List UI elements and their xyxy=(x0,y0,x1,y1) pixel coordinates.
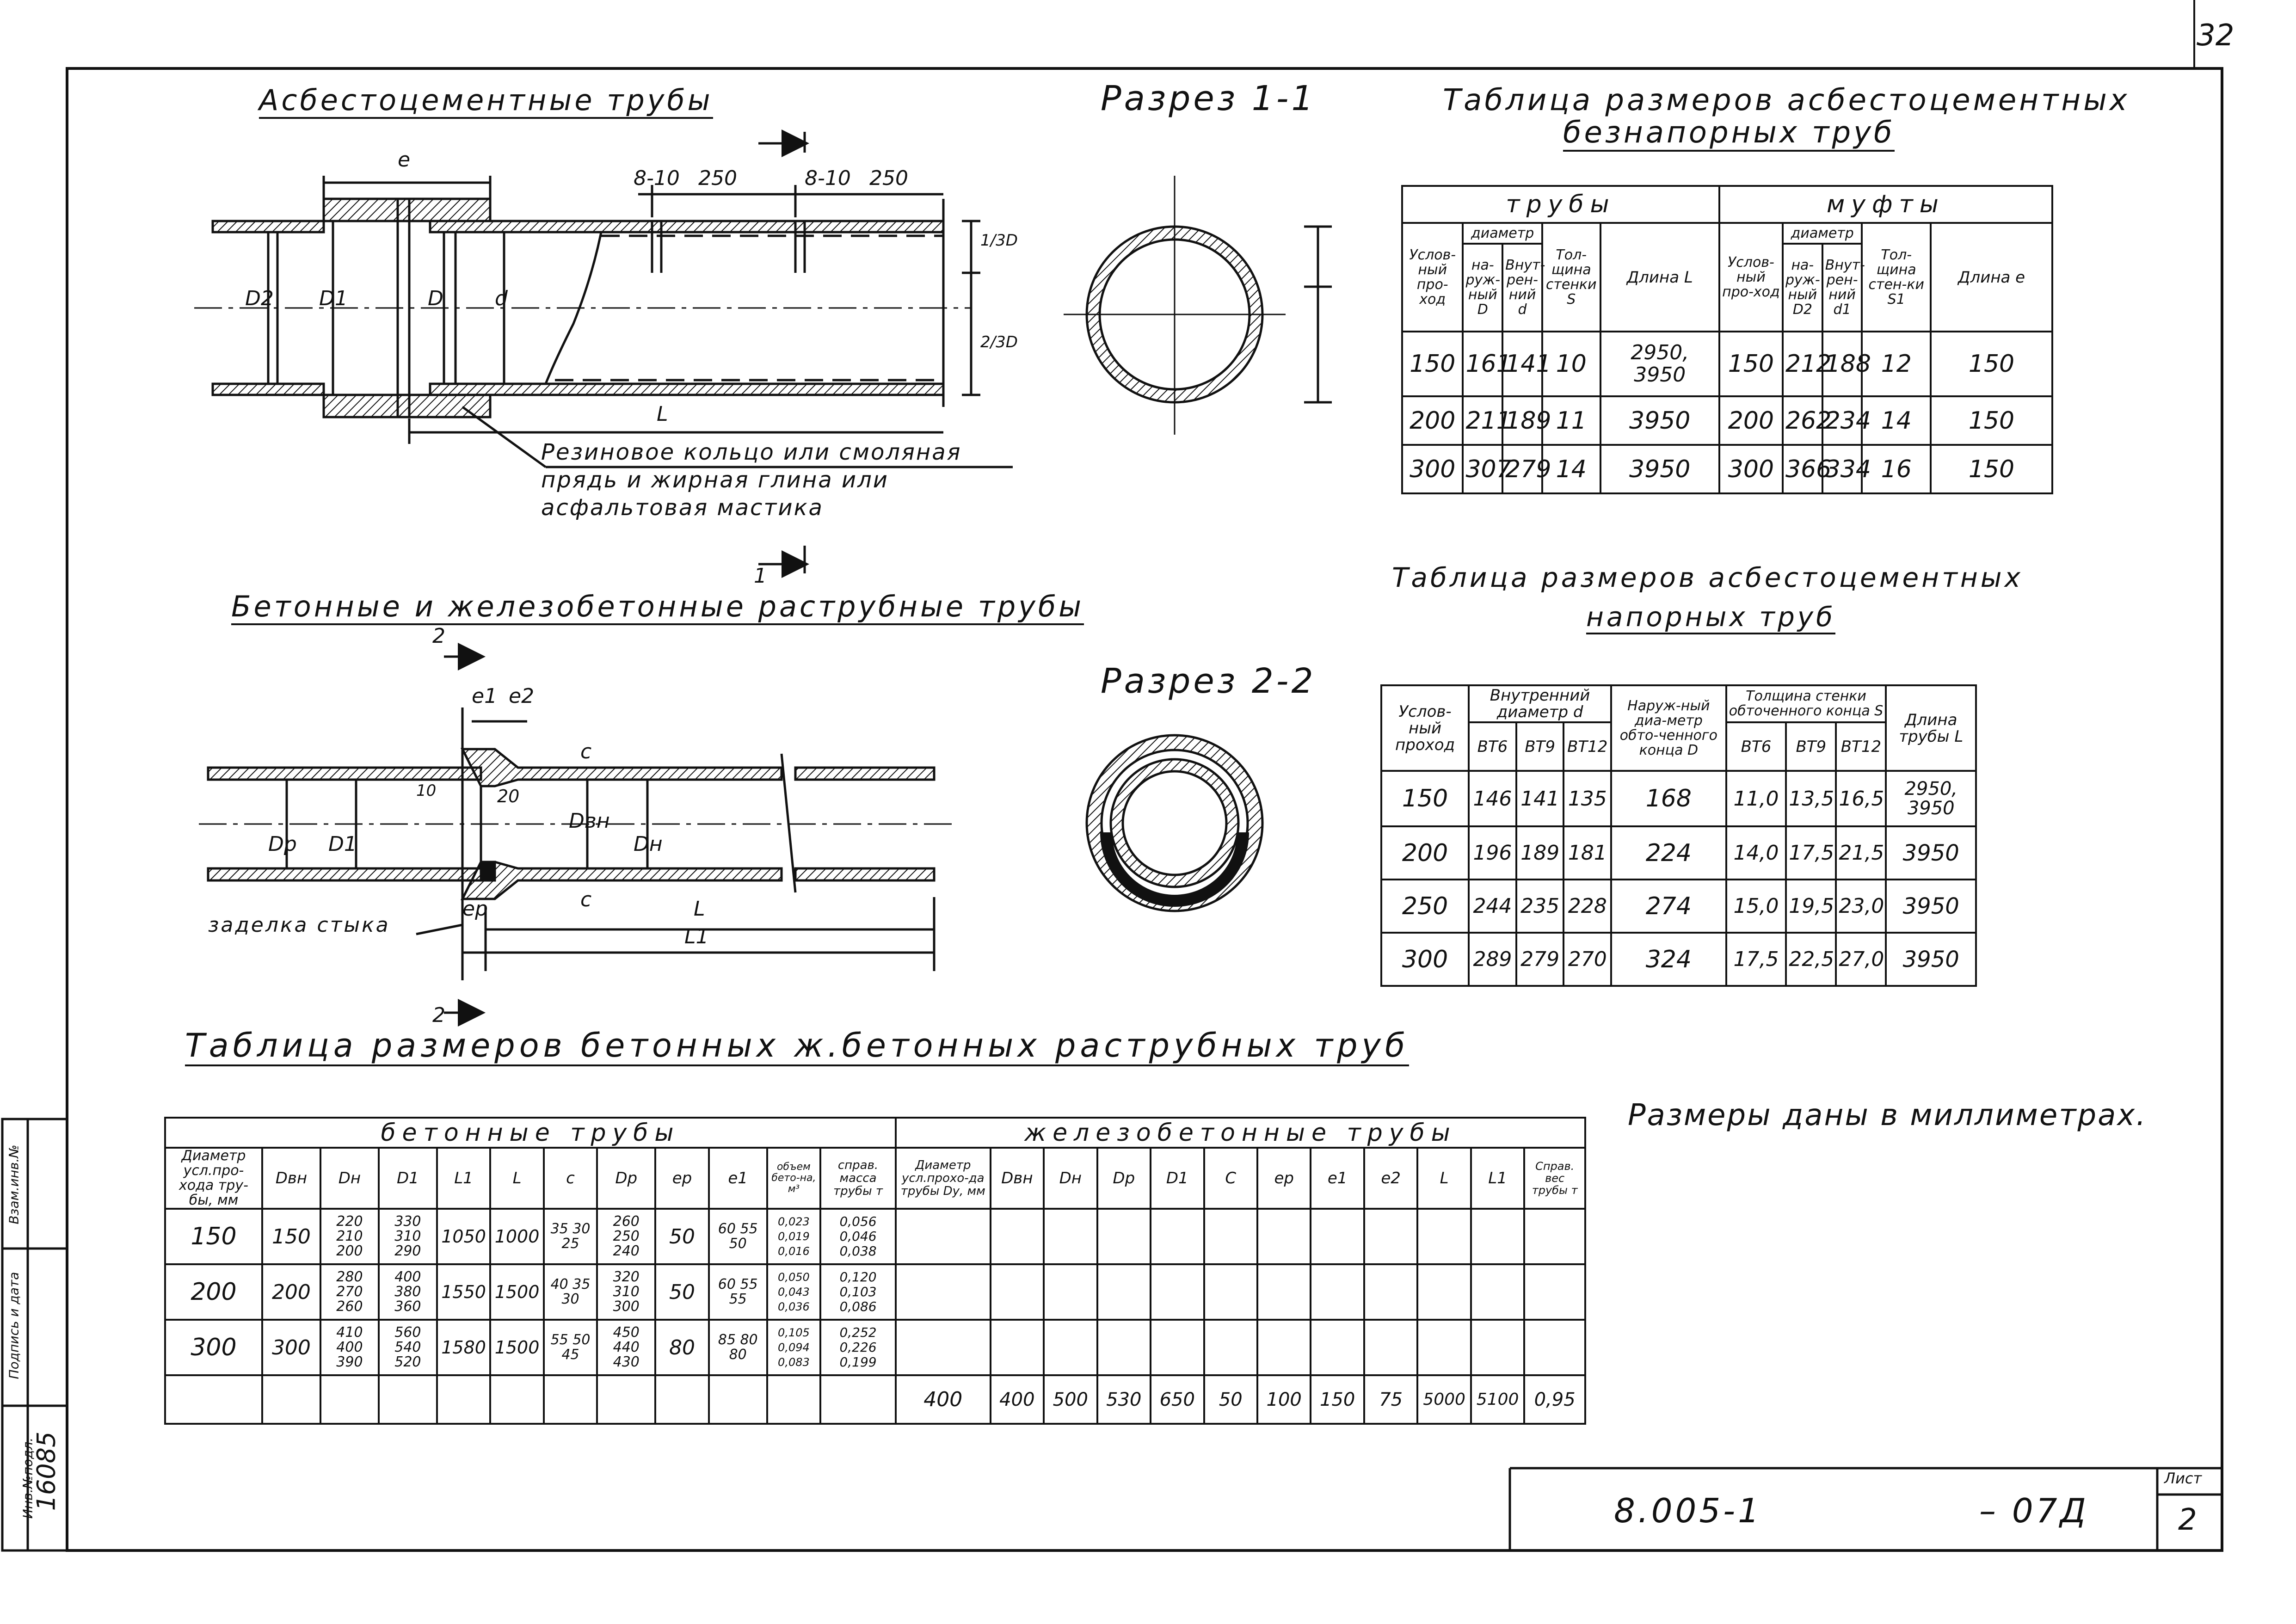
cell: 40 35 30 xyxy=(544,1264,597,1320)
cell: 244 xyxy=(1469,880,1516,933)
asbestos-drawing-title: Асбестоцементные трубы xyxy=(259,83,713,119)
cell: 320 310 300 xyxy=(597,1264,655,1320)
cell: 0,105 0,094 0,083 xyxy=(767,1320,820,1375)
concrete-drawing-title: Бетонные и железобетонные раструбные трубы xyxy=(231,590,1084,625)
cell: 300 xyxy=(1381,933,1469,986)
dim-L1: L1 xyxy=(684,925,709,948)
dim-groove-2: 8-10 xyxy=(805,166,851,190)
cell: 189 xyxy=(1516,826,1564,880)
cell: 60 55 55 xyxy=(709,1264,767,1320)
dim-250-2: 250 xyxy=(869,166,908,190)
cell: 234 xyxy=(1822,396,1862,445)
c-h-ep: eр xyxy=(655,1148,708,1209)
section-2-2-title: Разрез 2-2 xyxy=(1101,661,1316,701)
c-h-dp: Dр xyxy=(597,1148,655,1209)
h-inner: Внут-рен-ний d xyxy=(1502,244,1542,332)
cell: 196 xyxy=(1469,826,1516,880)
stamp-replace-label: Взам.инв.№ xyxy=(6,1144,22,1224)
section-2-2 xyxy=(1087,735,1262,911)
cell: 0,120 0,103 0,086 xyxy=(820,1264,896,1320)
c-h-dvn: Dвн xyxy=(262,1148,320,1209)
p-h-wall: Толщина стенки обточенного конца S xyxy=(1726,685,1886,722)
concrete-pipes-table xyxy=(164,1117,1586,1425)
cell: 3950 xyxy=(1600,445,1719,493)
cell: 5000 xyxy=(1417,1375,1471,1424)
stamp-inv-label: Инв.№подл. xyxy=(20,1437,36,1519)
cell: 1500 xyxy=(490,1264,543,1320)
dim-20: 20 xyxy=(497,786,520,806)
cell: 200 xyxy=(165,1264,262,1320)
dim-e: e xyxy=(398,148,411,172)
joint-label: заделка стыка xyxy=(208,913,390,937)
group-coupling-header: муфты xyxy=(1719,186,2052,223)
table-row xyxy=(1402,396,2052,445)
concrete-pipe-drawing xyxy=(199,657,953,1013)
cell: 168 xyxy=(1611,771,1726,826)
dim-D2: D2 xyxy=(245,287,274,310)
h-cond: Услов-ный про-ход xyxy=(1402,223,1463,332)
section-1-1-title: Разрез 1-1 xyxy=(1101,79,1316,118)
cell: 150 xyxy=(1311,1375,1364,1424)
class-bt9-wall: ВТ9 xyxy=(1786,722,1836,771)
cell: 150 xyxy=(1381,771,1469,826)
cell: 262 xyxy=(1783,396,1822,445)
section-1-1 xyxy=(1064,176,1332,435)
cell: 141 xyxy=(1516,771,1564,826)
h-len: Длина L xyxy=(1600,223,1719,332)
dim-one-third-D: 1/3D xyxy=(980,231,1018,250)
dim-D1-concrete: D1 xyxy=(328,832,357,856)
cell: 27,0 xyxy=(1836,933,1886,986)
dim-L-concrete: L xyxy=(694,897,705,921)
cell: 50 xyxy=(655,1209,708,1264)
class-bt12: ВТ12 xyxy=(1563,722,1611,771)
p-h-inner: Внутренний диаметр d xyxy=(1469,685,1611,722)
cell: 3950 xyxy=(1886,933,1976,986)
cell: 1580 xyxy=(437,1320,490,1375)
cell: 3950 xyxy=(1886,826,1976,880)
cell: 307 xyxy=(1463,445,1502,493)
doc-suffix: – 07Д xyxy=(1979,1491,2089,1530)
units-note: Размеры даны в миллиметрах. xyxy=(1628,1098,2147,1132)
cell: 400 380 360 xyxy=(379,1264,437,1320)
page-number: 32 xyxy=(2197,18,2234,53)
sealing-note-3: асфальтовая мастика xyxy=(541,495,824,521)
cell: 410 400 390 xyxy=(320,1320,379,1375)
table-row xyxy=(1381,933,1976,986)
cell: 13,5 xyxy=(1786,771,1836,826)
cell: 161 xyxy=(1463,332,1502,396)
rc-h-dn: Dн xyxy=(1044,1148,1097,1209)
cell: 2950, 3950 xyxy=(1600,332,1719,396)
class-bt6: ВТ6 xyxy=(1469,722,1516,771)
h-len2: Длина e xyxy=(1931,223,2052,332)
cell: 150 xyxy=(1931,445,2052,493)
cell: 21,5 xyxy=(1836,826,1886,880)
sheet-label: Лист xyxy=(2164,1470,2202,1487)
group-rc-header: железобетонные трубы xyxy=(896,1118,1585,1148)
cell: 400 xyxy=(896,1375,991,1424)
cell: 22,5 xyxy=(1786,933,1836,986)
section-mark-1: 1 xyxy=(754,564,767,588)
cell: 324 xyxy=(1611,933,1726,986)
cell: 135 xyxy=(1563,771,1611,826)
dim-250-1: 250 xyxy=(698,166,737,190)
cell: 220 210 200 xyxy=(320,1209,379,1264)
cell: 300 xyxy=(165,1320,262,1375)
cell: 330 310 290 xyxy=(379,1209,437,1264)
cell: 1550 xyxy=(437,1264,490,1320)
cell: 279 xyxy=(1502,445,1542,493)
cell: 23,0 xyxy=(1836,880,1886,933)
cell: 75 xyxy=(1364,1375,1417,1424)
dim-e2: e2 xyxy=(509,684,535,708)
stamp-inv-value: 16085 xyxy=(31,1431,61,1511)
h-inner2: Внут-рен-ний d1 xyxy=(1822,244,1862,332)
cell: 0,056 0,046 0,038 xyxy=(820,1209,896,1264)
dim-e1: e1 xyxy=(472,684,498,708)
sealing-note-2: прядь и жирная глина или xyxy=(541,467,889,493)
cell: 146 xyxy=(1469,771,1516,826)
cell: 14,0 xyxy=(1726,826,1786,880)
cell: 0,95 xyxy=(1524,1375,1585,1424)
cell: 16 xyxy=(1862,445,1931,493)
nonpressure-table-title-1: Таблица размеров асбестоцементных xyxy=(1443,83,2130,117)
c-h-d1: D1 xyxy=(379,1148,437,1209)
stamp-sign-label: Подпись и дата xyxy=(6,1272,22,1379)
cell: 560 540 520 xyxy=(379,1320,437,1375)
cell: 35 30 25 xyxy=(544,1209,597,1264)
cell: 85 80 80 xyxy=(709,1320,767,1375)
h-outer: на-руж-ный D xyxy=(1463,244,1502,332)
rc-h-diam: Диаметр усл.прохо-да трубы Dу, мм xyxy=(896,1148,991,1209)
cell: 212 xyxy=(1783,332,1822,396)
rc-h-l: L xyxy=(1417,1148,1471,1209)
pressure-table-title-1: Таблица размеров асбестоцементных xyxy=(1392,562,2023,593)
cell: 300 xyxy=(1719,445,1783,493)
table-row xyxy=(1381,880,1976,933)
c-h-c: c xyxy=(544,1148,597,1209)
cell: 274 xyxy=(1611,880,1726,933)
cell: 0,023 0,019 0,016 xyxy=(767,1209,820,1264)
c-h-dn: Dн xyxy=(320,1148,379,1209)
cell: 17,5 xyxy=(1726,933,1786,986)
cell: 280 270 260 xyxy=(320,1264,379,1320)
cell: 10 xyxy=(1542,332,1600,396)
dim-c-top: c xyxy=(580,740,592,763)
cell: 260 250 240 xyxy=(597,1209,655,1264)
doc-code: 8.005-1 xyxy=(1614,1491,1762,1530)
cell: 250 xyxy=(1381,880,1469,933)
section-mark-2-bottom: 2 xyxy=(432,1003,445,1027)
c-h-diam: Диаметр усл.про-хода тру-бы, мм xyxy=(165,1148,262,1209)
cell: 0,252 0,226 0,199 xyxy=(820,1320,896,1375)
cell: 55 50 45 xyxy=(544,1320,597,1375)
dim-two-thirds-D: 2/3D xyxy=(980,333,1018,351)
c-h-l1: L1 xyxy=(437,1148,490,1209)
dim-10: 10 xyxy=(416,781,437,800)
c-h-e1: e1 xyxy=(709,1148,767,1209)
cell: 1000 xyxy=(490,1209,543,1264)
rc-h-c: C xyxy=(1204,1148,1257,1209)
p-h-len: Длина трубы L xyxy=(1886,685,1976,771)
group-concrete-header: бетонные трубы xyxy=(165,1118,896,1148)
dim-Dvn: Dвн xyxy=(569,809,610,833)
dim-c-bottom: c xyxy=(580,888,592,911)
table-row xyxy=(1381,771,1976,826)
cell: 200 xyxy=(1402,396,1463,445)
table-row xyxy=(165,1375,1585,1424)
cell: 400 xyxy=(991,1375,1044,1424)
nonpressure-table-title-2: безнапорных труб xyxy=(1563,116,1895,152)
class-bt9: ВТ9 xyxy=(1516,722,1564,771)
h-wall2: Тол-щина стен-ки S1 xyxy=(1862,223,1931,332)
cell: 1500 xyxy=(490,1320,543,1375)
cell: 500 xyxy=(1044,1375,1097,1424)
dim-D: D xyxy=(428,287,443,310)
c-h-mass: справ. масса трубы т xyxy=(820,1148,896,1209)
class-bt6-wall: ВТ6 xyxy=(1726,722,1786,771)
cell: 11,0 xyxy=(1726,771,1786,826)
dim-Dp: Dр xyxy=(268,832,297,856)
h-diam: диаметр xyxy=(1463,223,1542,244)
cell: 15,0 xyxy=(1726,880,1786,933)
cell: 450 440 430 xyxy=(597,1320,655,1375)
cell: 150 xyxy=(262,1209,320,1264)
cell: 14 xyxy=(1862,396,1931,445)
cell: 650 xyxy=(1151,1375,1204,1424)
dim-groove-1: 8-10 xyxy=(634,166,680,190)
cell: 1050 xyxy=(437,1209,490,1264)
rc-h-d1: D1 xyxy=(1151,1148,1204,1209)
dim-ep: eр xyxy=(462,897,488,921)
cell: 530 xyxy=(1097,1375,1151,1424)
cell: 270 xyxy=(1563,933,1611,986)
cell: 181 xyxy=(1563,826,1611,880)
cell: 150 xyxy=(1931,332,2052,396)
cell: 80 xyxy=(655,1320,708,1375)
section-mark-2-top: 2 xyxy=(432,624,445,648)
cell: 224 xyxy=(1611,826,1726,880)
cell: 289 xyxy=(1469,933,1516,986)
cell: 200 xyxy=(1381,826,1469,880)
table-row xyxy=(1402,332,2052,396)
cell: 150 xyxy=(165,1209,262,1264)
cell: 150 xyxy=(1719,332,1783,396)
cell: 211 xyxy=(1463,396,1502,445)
cell: 300 xyxy=(1402,445,1463,493)
cell: 200 xyxy=(262,1264,320,1320)
cell: 150 xyxy=(1402,332,1463,396)
cell: 100 xyxy=(1257,1375,1311,1424)
dim-Dn: Dн xyxy=(634,832,663,856)
pressure-pipes-table xyxy=(1380,684,1977,987)
h-outer2: на-руж-ный D2 xyxy=(1783,244,1822,332)
rc-h-e1: e1 xyxy=(1311,1148,1364,1209)
cell: 279 xyxy=(1516,933,1564,986)
sealing-note-1: Резиновое кольцо или смоляная xyxy=(541,439,962,465)
rc-h-l1: L1 xyxy=(1471,1148,1524,1209)
c-h-l: L xyxy=(490,1148,543,1209)
p-h-cond: Услов-ный проход xyxy=(1381,685,1469,771)
dim-D1: D1 xyxy=(319,287,348,310)
cell: 11 xyxy=(1542,396,1600,445)
cell: 12 xyxy=(1862,332,1931,396)
cell: 50 xyxy=(655,1264,708,1320)
dim-L: L xyxy=(657,402,668,426)
class-bt12-wall: ВТ12 xyxy=(1836,722,1886,771)
rc-h-ep: eр xyxy=(1257,1148,1311,1209)
cell: 150 xyxy=(1931,396,2052,445)
cell: 0,050 0,043 0,036 xyxy=(767,1264,820,1320)
cell: 3950 xyxy=(1886,880,1976,933)
cell: 141 xyxy=(1502,332,1542,396)
cell: 5100 xyxy=(1471,1375,1524,1424)
rc-h-dvn: Dвн xyxy=(991,1148,1044,1209)
h-wall: Тол-щина стенки S xyxy=(1542,223,1600,332)
cell: 16,5 xyxy=(1836,771,1886,826)
table-row xyxy=(1402,445,2052,493)
cell: 60 55 50 xyxy=(709,1209,767,1264)
cell: 366 xyxy=(1783,445,1822,493)
rc-h-e2: e2 xyxy=(1364,1148,1417,1209)
table-row xyxy=(1381,826,1976,880)
cell: 188 xyxy=(1822,332,1862,396)
rc-h-weight: Справ. вес трубы т xyxy=(1524,1148,1585,1209)
cell: 50 xyxy=(1204,1375,1257,1424)
sheet-number: 2 xyxy=(2178,1503,2197,1537)
dim-d: d xyxy=(495,287,508,310)
table-row xyxy=(165,1209,1585,1264)
cell: 334 xyxy=(1822,445,1862,493)
table-row xyxy=(165,1264,1585,1320)
group-pipes-header: трубы xyxy=(1402,186,1719,223)
h-diam2: диаметр xyxy=(1783,223,1862,244)
cell: 19,5 xyxy=(1786,880,1836,933)
rc-h-dp: Dр xyxy=(1097,1148,1151,1209)
table-row xyxy=(165,1320,1585,1375)
nonpressure-pipes-table xyxy=(1401,185,2053,494)
cell: 2950, 3950 xyxy=(1886,771,1976,826)
cell: 3950 xyxy=(1600,396,1719,445)
p-h-outer: Наруж-ный диа-метр обто-ченного конца D xyxy=(1611,685,1726,771)
cell: 189 xyxy=(1502,396,1542,445)
cell: 14 xyxy=(1542,445,1600,493)
cell: 228 xyxy=(1563,880,1611,933)
cell: 200 xyxy=(1719,396,1783,445)
cell: 235 xyxy=(1516,880,1564,933)
concrete-table-title: Таблица размеров бетонных ж.бетонных раструбных труб xyxy=(185,1027,1409,1066)
c-h-volume: объем бето-на, м³ xyxy=(767,1148,820,1209)
pressure-table-title-2: напорных труб xyxy=(1586,601,1835,634)
h-cond2: Услов-ный про-ход xyxy=(1719,223,1783,332)
cell: 300 xyxy=(262,1320,320,1375)
cell: 17,5 xyxy=(1786,826,1836,880)
